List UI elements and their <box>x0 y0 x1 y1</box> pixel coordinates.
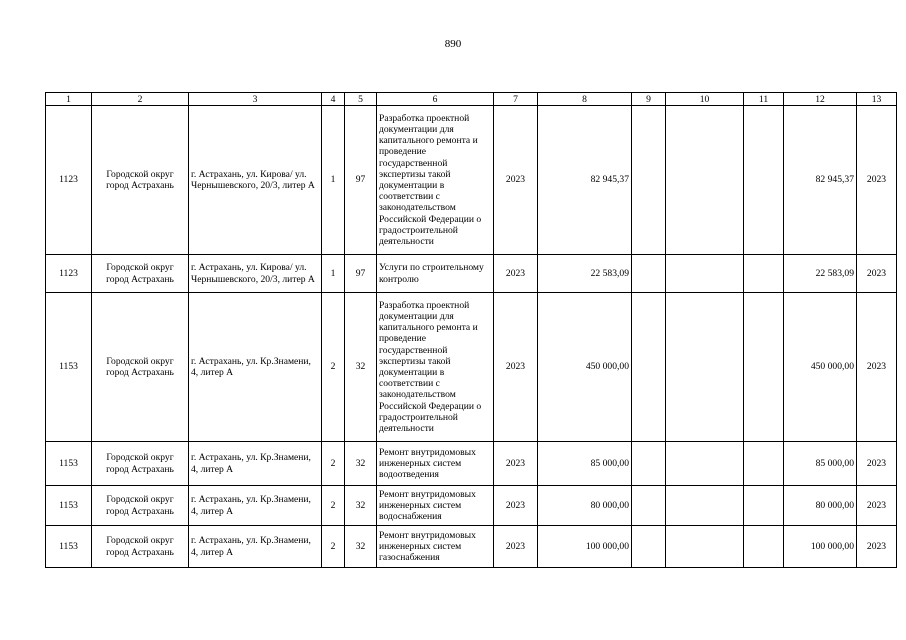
municipality-cell: Городской округ город Астрахань <box>92 526 189 568</box>
work-type-cell: Ремонт внутридомовых инженерных систем водоснабжения <box>377 486 494 526</box>
header-cell: 1 <box>46 93 92 106</box>
page-number: 890 <box>444 38 462 50</box>
table-row <box>46 526 897 568</box>
col10-cell <box>666 442 744 486</box>
header-cell: 3 <box>189 93 322 106</box>
header-cell: 5 <box>345 93 377 106</box>
row-id-cell: 1123 <box>46 255 92 293</box>
year-cell: 2023 <box>494 293 538 442</box>
col9-cell <box>632 486 666 526</box>
col12-cost-cell: 450 000,00 <box>784 293 857 442</box>
col4-cell: 2 <box>322 486 345 526</box>
col10-cell <box>666 255 744 293</box>
address-cell: г. Астрахань, ул. Кр.Знамени, 4, литер А <box>189 486 322 526</box>
year-cell: 2023 <box>494 526 538 568</box>
header-cell: 10 <box>666 93 744 106</box>
col11-cell <box>744 526 784 568</box>
col11-cell <box>744 442 784 486</box>
address-cell: г. Астрахань, ул. Кр.Знамени, 4, литер А <box>189 442 322 486</box>
total-cost-cell: 22 583,09 <box>538 255 632 293</box>
total-cost-cell: 100 000,00 <box>538 526 632 568</box>
table-row <box>46 255 897 293</box>
header-cell: 6 <box>377 93 494 106</box>
municipality-cell: Городской округ город Астрахань <box>92 486 189 526</box>
col9-cell <box>632 293 666 442</box>
col11-cell <box>744 293 784 442</box>
year-cell: 2023 <box>494 255 538 293</box>
municipality-cell: Городской округ город Астрахань <box>92 255 189 293</box>
work-type-cell: Ремонт внутридомовых инженерных систем газоснабжения <box>377 526 494 568</box>
municipality-cell: Городской округ город Астрахань <box>92 293 189 442</box>
col13-year-cell: 2023 <box>857 106 897 255</box>
header-cell: 13 <box>857 93 897 106</box>
col12-cost-cell: 80 000,00 <box>784 486 857 526</box>
header-cell: 2 <box>92 93 189 106</box>
address-cell: г. Астрахань, ул. Кирова/ ул. Чернышевского, 20/3, литер А <box>189 255 322 293</box>
col9-cell <box>632 106 666 255</box>
row-id-cell: 1153 <box>46 293 92 442</box>
col13-year-cell: 2023 <box>857 486 897 526</box>
col4-cell: 1 <box>322 106 345 255</box>
row-id-cell: 1153 <box>46 486 92 526</box>
col5-cell: 32 <box>345 442 377 486</box>
row-id-cell: 1153 <box>46 526 92 568</box>
total-cost-cell: 450 000,00 <box>538 293 632 442</box>
year-cell: 2023 <box>494 486 538 526</box>
col10-cell <box>666 486 744 526</box>
col4-cell: 2 <box>322 293 345 442</box>
col5-cell: 97 <box>345 106 377 255</box>
address-cell: г. Астрахань, ул. Кр.Знамени, 4, литер А <box>189 526 322 568</box>
total-cost-cell: 82 945,37 <box>538 106 632 255</box>
year-cell: 2023 <box>494 442 538 486</box>
work-type-cell: Разработка проектной документации для капитального ремонта и проведение государственной экспертизы такой документации в соответствии с законодательством Российской Федерации о градостроительной деятельности <box>377 106 494 255</box>
work-type-cell: Услуги по строительному контролю <box>377 255 494 293</box>
year-cell: 2023 <box>494 106 538 255</box>
col5-cell: 32 <box>345 486 377 526</box>
col9-cell <box>632 526 666 568</box>
table-row <box>46 293 897 442</box>
col12-cost-cell: 85 000,00 <box>784 442 857 486</box>
total-cost-cell: 85 000,00 <box>538 442 632 486</box>
table-row <box>46 106 897 255</box>
col13-year-cell: 2023 <box>857 293 897 442</box>
col13-year-cell: 2023 <box>857 526 897 568</box>
header-cell: 4 <box>322 93 345 106</box>
col10-cell <box>666 526 744 568</box>
col10-cell <box>666 106 744 255</box>
repair-schedule-table <box>45 92 897 568</box>
col9-cell <box>632 442 666 486</box>
header-cell: 8 <box>538 93 632 106</box>
col4-cell: 2 <box>322 442 345 486</box>
municipality-cell: Городской округ город Астрахань <box>92 106 189 255</box>
header-cell: 7 <box>494 93 538 106</box>
col13-year-cell: 2023 <box>857 255 897 293</box>
col12-cost-cell: 100 000,00 <box>784 526 857 568</box>
col4-cell: 2 <box>322 526 345 568</box>
address-cell: г. Астрахань, ул. Кр.Знамени, 4, литер А <box>189 293 322 442</box>
col10-cell <box>666 293 744 442</box>
table-row <box>46 486 897 526</box>
col5-cell: 32 <box>345 526 377 568</box>
header-cell: 11 <box>744 93 784 106</box>
col9-cell <box>632 255 666 293</box>
municipality-cell: Городской округ город Астрахань <box>92 442 189 486</box>
col12-cost-cell: 82 945,37 <box>784 106 857 255</box>
row-id-cell: 1123 <box>46 106 92 255</box>
col13-year-cell: 2023 <box>857 442 897 486</box>
col12-cost-cell: 22 583,09 <box>784 255 857 293</box>
col11-cell <box>744 255 784 293</box>
address-cell: г. Астрахань, ул. Кирова/ ул. Чернышевского, 20/3, литер А <box>189 106 322 255</box>
header-cell: 12 <box>784 93 857 106</box>
work-type-cell: Ремонт внутридомовых инженерных систем водоотведения <box>377 442 494 486</box>
col5-cell: 32 <box>345 293 377 442</box>
work-type-cell: Разработка проектной документации для капитального ремонта и проведение государственной экспертизы такой документации в соответствии с законодательством Российской Федерации о градостроительной деятельности <box>377 293 494 442</box>
total-cost-cell: 80 000,00 <box>538 486 632 526</box>
header-cell: 9 <box>632 93 666 106</box>
col5-cell: 97 <box>345 255 377 293</box>
col11-cell <box>744 486 784 526</box>
row-id-cell: 1153 <box>46 442 92 486</box>
col11-cell <box>744 106 784 255</box>
col4-cell: 1 <box>322 255 345 293</box>
table-row <box>46 442 897 486</box>
header-row <box>46 93 897 106</box>
